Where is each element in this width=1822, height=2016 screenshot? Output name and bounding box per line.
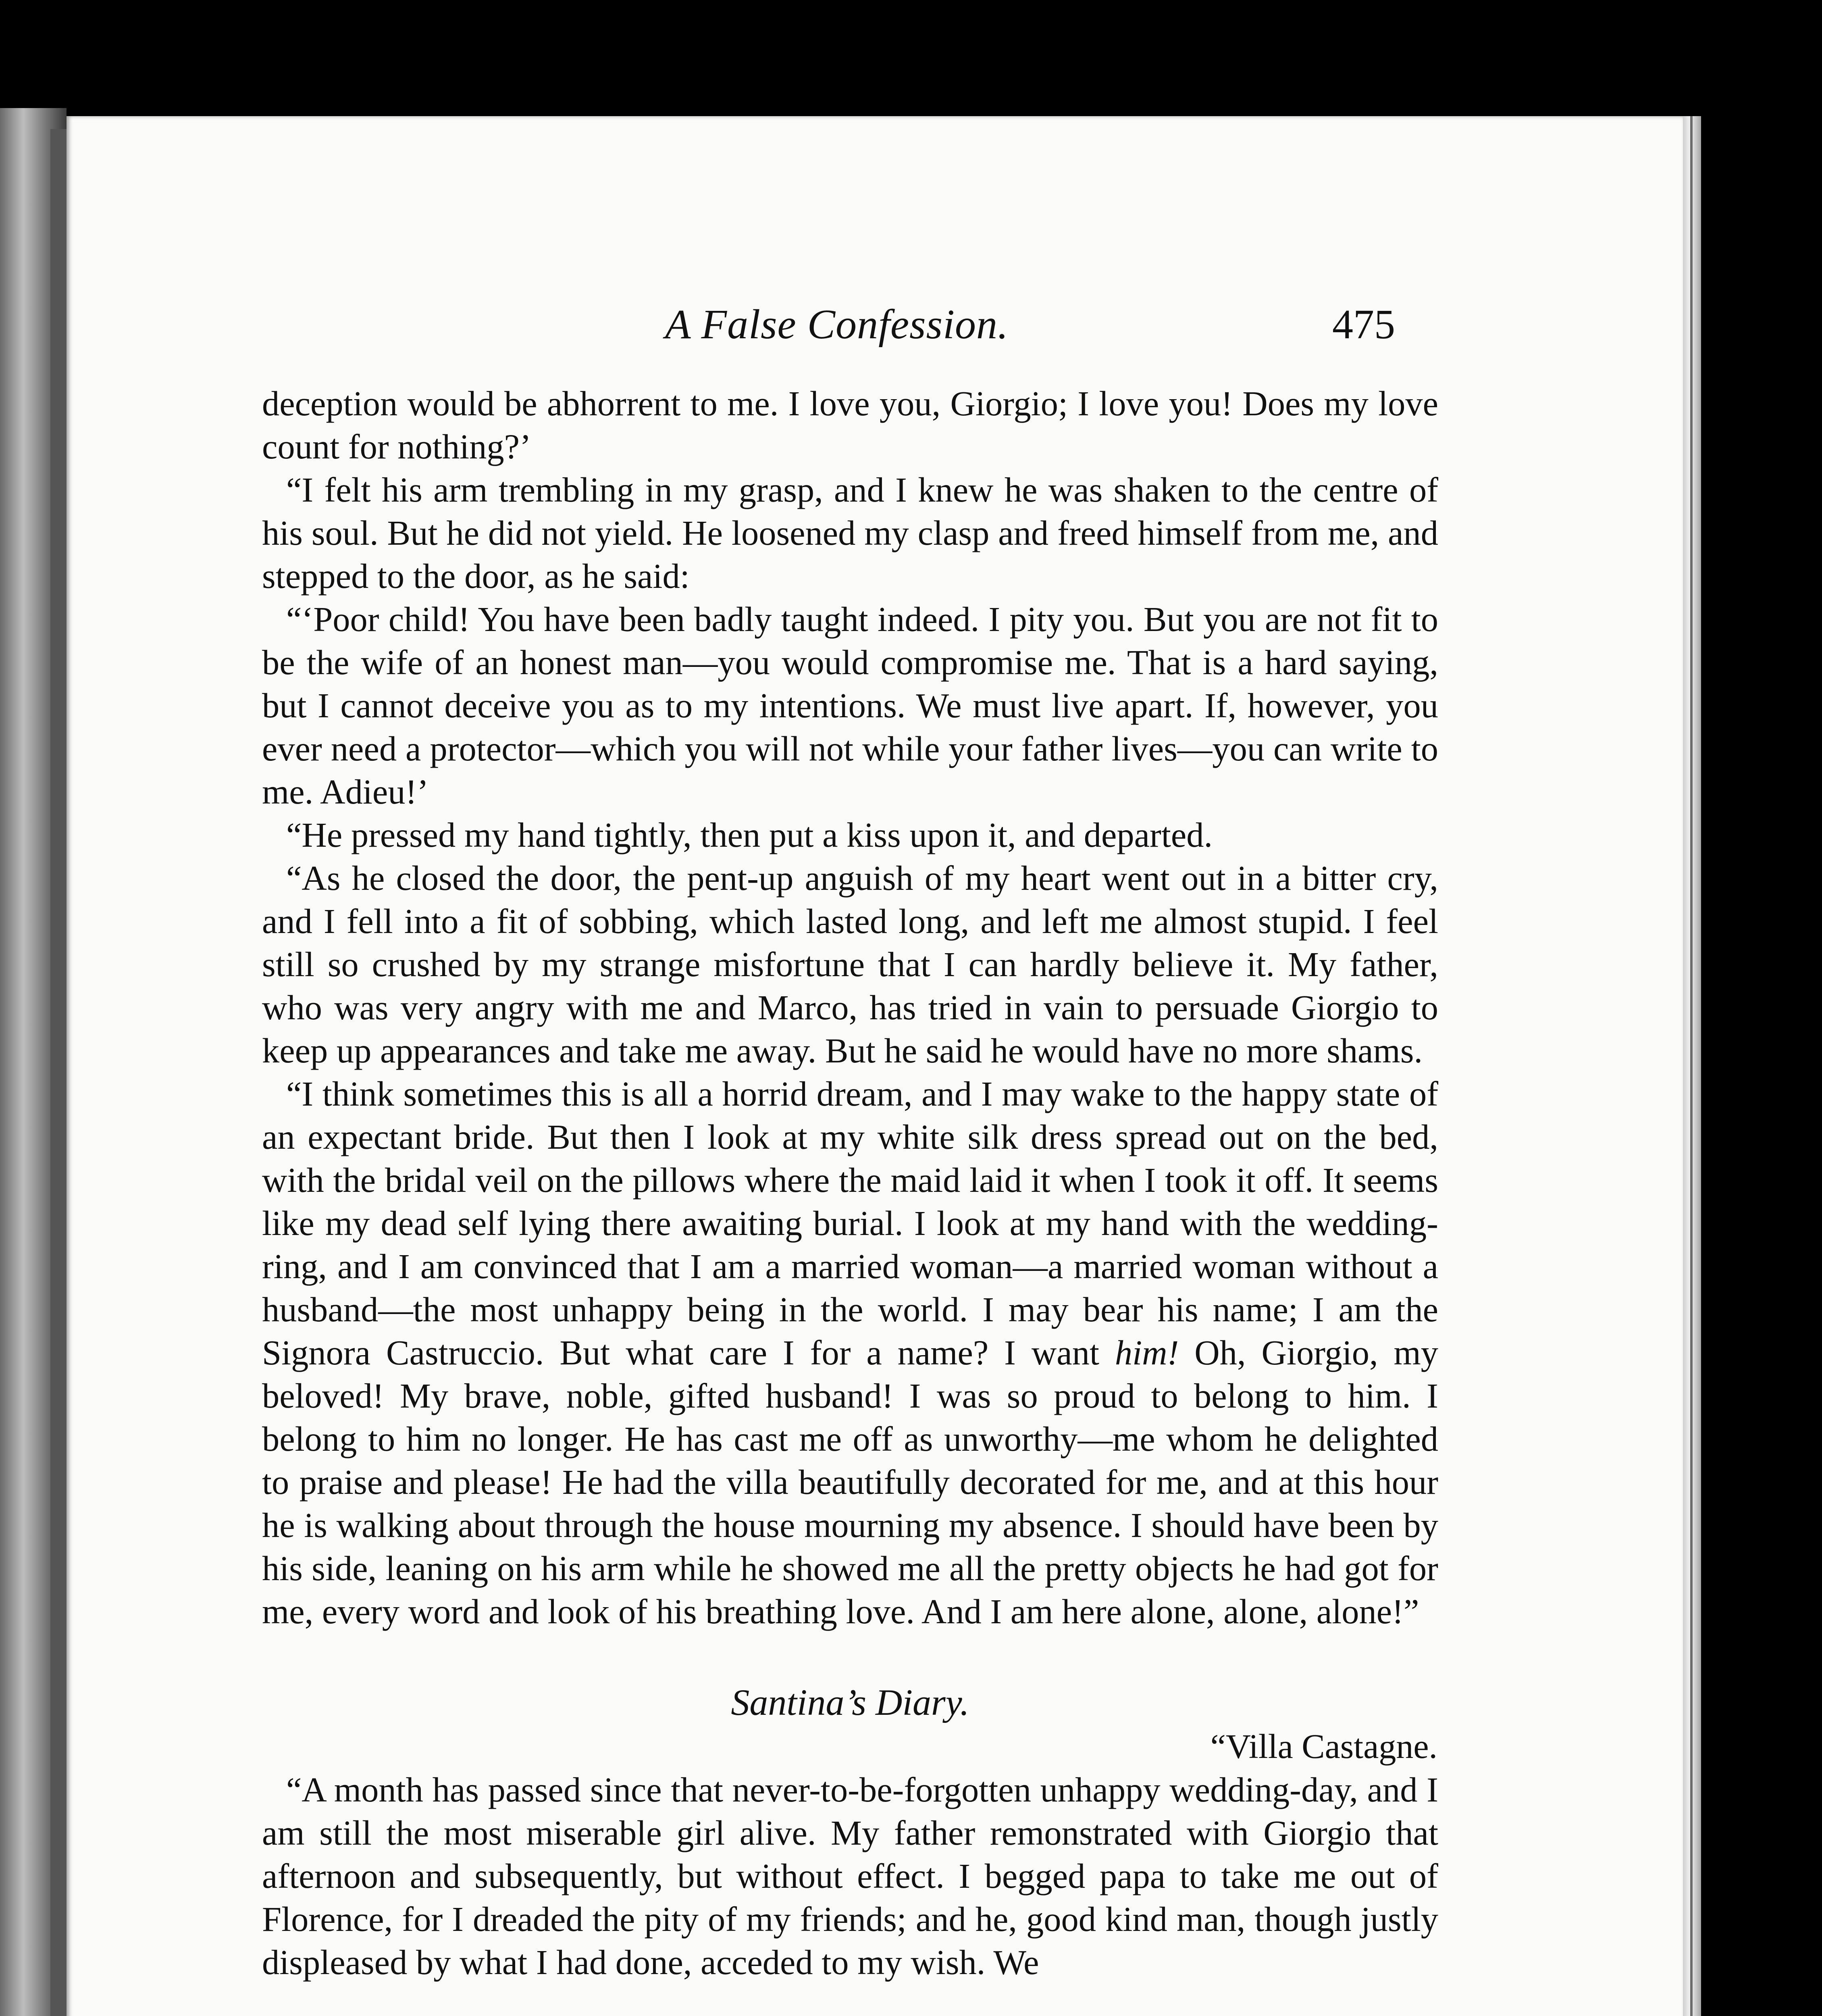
paragraph: “As he closed the door, the pent-up anguish of my heart went out in a bitter cry, and I fell into a fit of sobbing, which lasted long, and left me almost stupid. I feel still so crushed by my strange misfortune that I can hardly believe it. My father, who was very angry with me and Marco, has tried in vain to persuade Giorgio to keep up appearances and take me away. But he said he would have no more shams. <box>262 859 1438 1070</box>
binding-shadow <box>50 129 67 2016</box>
page-header <box>262 300 1471 353</box>
section-title: Santina’s Diary. <box>731 1682 969 1723</box>
paragraph-text: Oh, Giorgio, my beloved! My brave, noble, gifted husband! I was so proud to belong to him. I belong to him no longer. He has cast me off as unworthy—me whom he delighted to praise and please! He had the villa beautifully decorated for me, and at this hour he is walking about through the house mourning my absence. I should have been by his side, leaning on his arm while he showed me all the pretty objects he had got for me, every word and look of his breathing love. And I am here alone, alone, alone!” <box>262 1333 1438 1631</box>
paragraph <box>262 1073 1438 1633</box>
paragraph: “I felt his arm trembling in my grasp, and I knew he was shaken to the centre of his soul. But he did not yield. He loosened my clasp and freed himself from me, and stepped to the door, as he said: <box>262 471 1438 596</box>
paragraph: “A month has passed since that never-to-be-forgotten unhappy wedding-day, and I am still the most miserable girl alive. My father remonstrated with Giorgio that afternoon and subsequently, but without effect. I begged papa to take me out of Florence, for I dreaded the pity of my friends; and he, good kind man, though justly displeased by what I had done, acceded to my wish. We <box>262 1770 1438 1982</box>
right-page-edge <box>1683 116 1701 2016</box>
paragraph: “‘Poor child! You have been badly taught indeed. I pity you. But you are not fit to be the wife of an honest man—you would compromise me. That is a hard saying, but I cannot deceive you as to my intentions. We must live apart. If, however, you ever need a protector—which you will not while your father lives—you can write to me. Adieu!’ <box>262 600 1438 811</box>
paragraph: deception would be abhorrent to me. I love you, Giorgio; I love you! Does my love count for nothing?’ <box>262 384 1438 466</box>
running-head: A False Confession. <box>665 301 1009 348</box>
italic-emphasis: him! <box>1115 1333 1179 1372</box>
body-text <box>262 382 1438 1984</box>
dateline: “Villa Castagne. <box>1210 1727 1437 1766</box>
paragraph-text: “I think sometimes this is all a horrid dream, and I may wake to the happy state of an expectant bride. But then I look at my white silk dress spread out on the bed, with the bridal veil on the pillows where the maid laid it when I took it off. It seems like my dead self lying there awaiting burial. I look at my hand with the wedding-ring, and I am convinced that I am a married woman—a married woman without a husband—the most unhappy being in the world. I may bear his name; I am the Signora Castruccio. But what care I for a name? I want <box>262 1075 1438 1372</box>
page-number: 475 <box>1332 301 1395 348</box>
paragraph: “He pressed my hand tightly, then put a kiss upon it, and departed. <box>286 816 1213 854</box>
